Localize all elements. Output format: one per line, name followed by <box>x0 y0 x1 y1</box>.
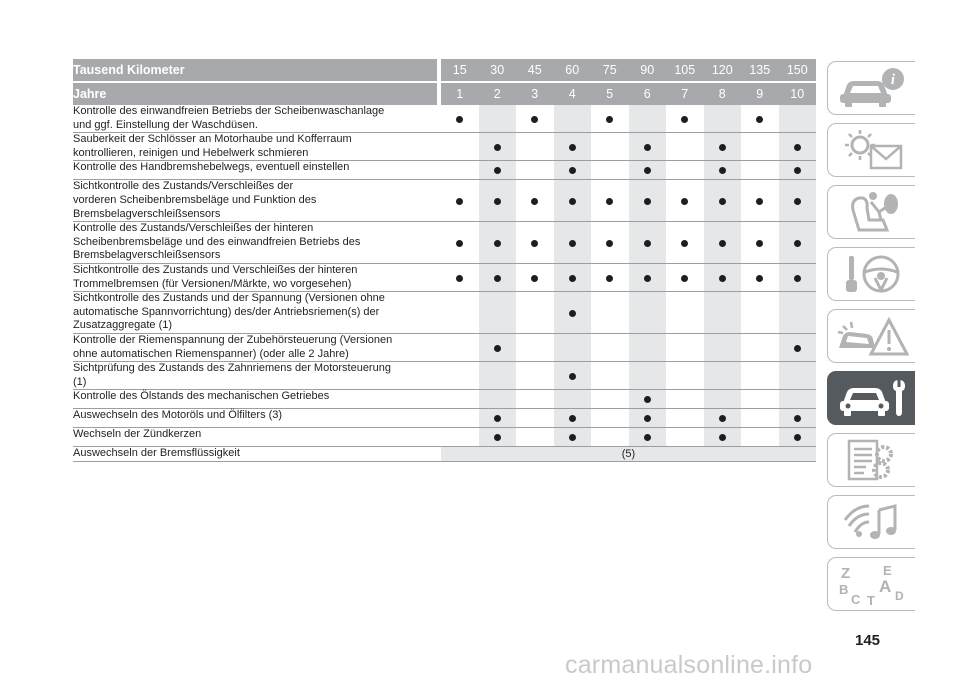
interval-cell <box>479 222 517 264</box>
interval-cell <box>554 105 592 133</box>
interval-cell <box>441 222 479 264</box>
interval-cell <box>741 333 779 361</box>
service-dot-icon <box>569 240 576 247</box>
interval-cell <box>741 390 779 409</box>
table-row <box>73 390 816 409</box>
interval-cell <box>629 292 667 334</box>
task-description-line: Sichtkontrolle des Zustands und Verschleißes der hinteren <box>73 263 358 276</box>
task-description-line: Kontrolle der Riemenspannung der Zubehörsteuerung (Versionen <box>73 333 393 346</box>
header-km-75: 75 <box>591 59 629 82</box>
task-description-line: vorderen Scheibenbremsbeläge und Funktion des <box>73 193 317 206</box>
interval-cell <box>704 263 742 291</box>
service-dot-icon <box>569 144 576 151</box>
interval-cell <box>666 292 704 334</box>
interval-cell <box>629 390 667 409</box>
interval-cell <box>741 222 779 264</box>
interval-cell <box>741 105 779 133</box>
interval-cell <box>516 333 554 361</box>
task-description-line: kontrollieren, reinigen und Hebelwerk schmieren <box>73 146 309 159</box>
task-description <box>73 409 437 428</box>
interval-cell <box>779 409 817 428</box>
service-dot-icon <box>794 275 801 282</box>
interval-cell <box>704 409 742 428</box>
interval-cell <box>666 263 704 291</box>
tab-index[interactable] <box>827 557 915 611</box>
header-km-105: 105 <box>666 59 704 82</box>
interval-cell <box>704 333 742 361</box>
service-dot-icon <box>569 434 576 441</box>
interval-cell <box>479 105 517 133</box>
interval-cell <box>441 161 479 180</box>
interval-cell <box>629 133 667 161</box>
interval-cell <box>666 180 704 222</box>
interval-cell <box>704 292 742 334</box>
service-dot-icon <box>531 116 538 123</box>
table-row <box>73 222 816 264</box>
interval-cell <box>591 222 629 264</box>
service-dot-icon <box>719 167 726 174</box>
service-dot-icon <box>681 116 688 123</box>
interval-cell <box>629 161 667 180</box>
task-description <box>73 105 437 133</box>
task-description <box>73 428 437 447</box>
header-year-1: 1 <box>441 82 479 105</box>
task-description-line: (1) <box>73 375 87 388</box>
interval-cell <box>591 263 629 291</box>
interval-cell <box>666 428 704 447</box>
maintenance-schedule-table <box>73 59 816 462</box>
interval-note: (5) <box>441 447 816 462</box>
interval-cell <box>441 105 479 133</box>
service-dot-icon <box>644 275 651 282</box>
tab-technical-data[interactable] <box>827 433 915 487</box>
interval-cell <box>441 292 479 334</box>
task-description <box>73 180 437 222</box>
interval-cell <box>779 362 817 390</box>
service-dot-icon <box>794 167 801 174</box>
car-wrench-icon <box>835 376 909 420</box>
warning-light-message-icon <box>835 128 909 172</box>
tab-car-info[interactable] <box>827 61 915 115</box>
service-dot-icon <box>569 310 576 317</box>
interval-cell <box>516 263 554 291</box>
task-description-line: Kontrolle des Zustands/Verschleißes der hinteren <box>73 222 314 235</box>
interval-cell <box>629 409 667 428</box>
header-year-6: 6 <box>629 82 667 105</box>
interval-cell <box>554 333 592 361</box>
header-km-30: 30 <box>479 59 517 82</box>
service-dot-icon <box>531 198 538 205</box>
task-description-line: Wechseln der Zündkerzen <box>73 428 202 441</box>
task-description-line: Bremsbelagverschleißsensors <box>73 207 221 220</box>
interval-cell <box>479 428 517 447</box>
interval-cell <box>779 428 817 447</box>
service-dot-icon <box>494 434 501 441</box>
interval-cell <box>554 263 592 291</box>
interval-cell <box>741 362 779 390</box>
page-number: 145 <box>855 632 881 649</box>
interval-cell <box>516 161 554 180</box>
header-year-3: 3 <box>516 82 554 105</box>
key-steering-wheel-icon <box>835 252 909 296</box>
interval-cell <box>591 409 629 428</box>
interval-cell <box>629 105 667 133</box>
interval-cell <box>554 133 592 161</box>
task-description-line: Sichtkontrolle des Zustands/Verschleißes der <box>73 180 294 193</box>
interval-cell <box>554 161 592 180</box>
header-year-10: 10 <box>779 82 817 105</box>
header-km-90: 90 <box>629 59 667 82</box>
table-row <box>73 428 816 447</box>
interval-cell <box>441 428 479 447</box>
task-description <box>73 390 437 409</box>
service-dot-icon <box>756 275 763 282</box>
header-km-120: 120 <box>704 59 742 82</box>
interval-cell <box>591 390 629 409</box>
table-row <box>73 161 816 180</box>
service-dot-icon <box>644 240 651 247</box>
interval-cell <box>779 180 817 222</box>
interval-cell <box>554 428 592 447</box>
interval-cell <box>704 222 742 264</box>
interval-cell <box>441 362 479 390</box>
interval-cell <box>554 222 592 264</box>
tab-safety[interactable] <box>827 185 915 239</box>
interval-cell <box>479 133 517 161</box>
interval-cell <box>479 362 517 390</box>
interval-cell <box>704 105 742 133</box>
interval-cell <box>666 333 704 361</box>
service-dot-icon <box>719 275 726 282</box>
interval-cell <box>479 409 517 428</box>
header-km-135: 135 <box>741 59 779 82</box>
interval-cell <box>704 362 742 390</box>
service-dot-icon <box>644 144 651 151</box>
index-letter: Z <box>840 565 850 582</box>
service-dot-icon <box>456 198 463 205</box>
service-dot-icon <box>494 240 501 247</box>
svg-text:i: i <box>890 72 895 88</box>
interval-cell <box>441 409 479 428</box>
service-dot-icon <box>681 240 688 247</box>
interval-cell <box>629 263 667 291</box>
task-description-line: Sichtprüfung des Zustands des Zahnriemens der Motorsteuerung <box>73 362 391 375</box>
task-description-line: Trommelbremsen (für Versionen/Märkte, wo vorgesehen) <box>73 277 352 290</box>
header-year-4: 4 <box>554 82 592 105</box>
header-year-5: 5 <box>591 82 629 105</box>
technical-data-gear-icon <box>835 438 909 482</box>
interval-cell <box>779 292 817 334</box>
service-dot-icon <box>794 415 801 422</box>
interval-cell <box>666 362 704 390</box>
service-dot-icon <box>644 396 651 403</box>
task-description-line: Kontrolle des Ölstands des mechanischen Getriebes <box>73 390 330 403</box>
table-row <box>73 362 816 390</box>
watermark: carmanualsonline.info <box>565 651 813 679</box>
alphabetical-index-icon <box>835 562 909 606</box>
header-row-years <box>73 82 816 105</box>
task-description <box>73 133 437 161</box>
service-dot-icon <box>644 434 651 441</box>
interval-cell <box>741 409 779 428</box>
interval-cell <box>741 428 779 447</box>
service-dot-icon <box>569 167 576 174</box>
service-dot-icon <box>606 275 613 282</box>
interval-cell <box>516 222 554 264</box>
tab-warning-lights[interactable] <box>827 123 915 177</box>
interval-cell <box>741 161 779 180</box>
table-row <box>73 447 816 462</box>
car-info-icon <box>835 66 909 110</box>
task-description <box>73 362 437 390</box>
interval-cell <box>479 180 517 222</box>
service-dot-icon <box>681 198 688 205</box>
service-dot-icon <box>719 198 726 205</box>
interval-cell <box>591 428 629 447</box>
header-km-15: 15 <box>441 59 479 82</box>
interval-cell <box>441 263 479 291</box>
service-dot-icon <box>531 275 538 282</box>
service-dot-icon <box>494 275 501 282</box>
service-dot-icon <box>494 415 501 422</box>
interval-cell <box>629 428 667 447</box>
tab-maintenance[interactable] <box>827 371 915 425</box>
interval-cell <box>779 133 817 161</box>
header-year-7: 7 <box>666 82 704 105</box>
interval-cell <box>516 292 554 334</box>
interval-cell <box>554 409 592 428</box>
table-row <box>73 133 816 161</box>
interval-cell <box>516 105 554 133</box>
header-km-60: 60 <box>554 59 592 82</box>
task-description-line: und ggf. Einstellung der Waschdüsen. <box>73 118 258 131</box>
header-km-150: 150 <box>779 59 817 82</box>
service-dot-icon <box>794 240 801 247</box>
service-dot-icon <box>569 198 576 205</box>
interval-cell <box>591 161 629 180</box>
service-dot-icon <box>794 345 801 352</box>
service-dot-icon <box>494 167 501 174</box>
task-description <box>73 292 437 334</box>
interval-cell <box>516 133 554 161</box>
interval-cell <box>591 180 629 222</box>
task-description-line: Bremsbelagverschleißsensors <box>73 249 221 262</box>
service-dot-icon <box>756 116 763 123</box>
task-description-line: Scheibenbremsbeläge und des einwandfreien Betriebs des <box>73 235 361 248</box>
interval-cell <box>629 180 667 222</box>
service-dot-icon <box>494 144 501 151</box>
task-description <box>73 333 437 361</box>
interval-cell <box>704 161 742 180</box>
task-description <box>73 447 437 462</box>
service-dot-icon <box>681 275 688 282</box>
interval-cell <box>479 263 517 291</box>
service-dot-icon <box>794 144 801 151</box>
interval-cell <box>779 333 817 361</box>
service-dot-icon <box>756 198 763 205</box>
interval-cell <box>779 161 817 180</box>
service-dot-icon <box>719 144 726 151</box>
interval-cell <box>591 333 629 361</box>
task-description <box>73 222 437 264</box>
interval-cell <box>704 180 742 222</box>
header-km-label: Tausend Kilometer <box>73 59 437 82</box>
index-letter: C <box>850 592 860 606</box>
table-row <box>73 333 816 361</box>
interval-cell <box>704 390 742 409</box>
index-letter: T <box>866 593 875 606</box>
interval-cell <box>554 362 592 390</box>
task-description-line: Auswechseln der Bremsflüssigkeit <box>73 447 240 460</box>
service-dot-icon <box>494 198 501 205</box>
chapter-tabs <box>827 61 915 619</box>
task-description <box>73 161 437 180</box>
interval-cell <box>554 390 592 409</box>
interval-cell <box>779 263 817 291</box>
interval-cell <box>741 263 779 291</box>
service-dot-icon <box>794 198 801 205</box>
header-year-2: 2 <box>479 82 517 105</box>
service-dot-icon <box>456 275 463 282</box>
tab-starting-driving[interactable] <box>827 247 915 301</box>
interval-cell <box>516 390 554 409</box>
service-dot-icon <box>644 167 651 174</box>
service-dot-icon <box>606 198 613 205</box>
interval-cell <box>591 105 629 133</box>
table-row <box>73 105 816 133</box>
interval-cell <box>704 133 742 161</box>
interval-cell <box>441 390 479 409</box>
task-description-line: Zusatzaggregate (1) <box>73 319 173 332</box>
multimedia-music-icon <box>835 500 909 544</box>
index-letter: B <box>838 582 848 597</box>
interval-cell <box>741 180 779 222</box>
service-dot-icon <box>644 415 651 422</box>
table-row <box>73 180 816 222</box>
interval-cell <box>591 362 629 390</box>
service-dot-icon <box>756 240 763 247</box>
interval-cell <box>591 292 629 334</box>
interval-cell <box>779 390 817 409</box>
interval-cell <box>704 428 742 447</box>
interval-cell <box>666 222 704 264</box>
header-row-kilometers <box>73 59 816 82</box>
interval-cell <box>554 180 592 222</box>
interval-cell <box>666 161 704 180</box>
table-row <box>73 409 816 428</box>
service-dot-icon <box>719 415 726 422</box>
interval-cell <box>516 362 554 390</box>
header-km-45: 45 <box>516 59 554 82</box>
service-dot-icon <box>531 240 538 247</box>
table-row <box>73 292 816 334</box>
interval-cell <box>441 333 479 361</box>
service-dot-icon <box>569 373 576 380</box>
header-year-9: 9 <box>741 82 779 105</box>
interval-cell <box>516 180 554 222</box>
service-dot-icon <box>719 434 726 441</box>
car-accident-warning-icon <box>835 314 909 358</box>
interval-cell <box>516 409 554 428</box>
index-letter: A <box>878 577 891 596</box>
service-dot-icon <box>569 415 576 422</box>
seat-airbag-icon <box>835 190 909 234</box>
index-letter: D <box>894 589 904 603</box>
header-year-8: 8 <box>704 82 742 105</box>
service-dot-icon <box>569 275 576 282</box>
interval-cell <box>516 428 554 447</box>
table-row <box>73 263 816 291</box>
tab-multimedia[interactable] <box>827 495 915 549</box>
task-description-line: Sichtkontrolle des Zustands und der Spannung (Versionen ohne <box>73 292 385 305</box>
interval-cell <box>479 390 517 409</box>
index-letter: E <box>882 563 892 578</box>
interval-cell <box>441 133 479 161</box>
task-description-line: Auswechseln des Motoröls und Ölfilters (3) <box>73 409 283 422</box>
interval-cell <box>479 333 517 361</box>
service-dot-icon <box>719 240 726 247</box>
interval-cell <box>629 222 667 264</box>
task-description-line: Kontrolle des einwandfreien Betriebs der Scheibenwaschanlage <box>73 105 385 117</box>
service-dot-icon <box>456 240 463 247</box>
interval-cell <box>666 133 704 161</box>
service-dot-icon <box>794 434 801 441</box>
task-description-line: ohne automatischen Riemenspanner) (oder alle 2 Jahre) <box>73 347 349 360</box>
interval-cell <box>479 292 517 334</box>
service-dot-icon <box>494 345 501 352</box>
interval-cell <box>554 292 592 334</box>
interval-cell <box>779 222 817 264</box>
interval-cell <box>741 133 779 161</box>
service-dot-icon <box>644 198 651 205</box>
interval-cell <box>666 105 704 133</box>
task-description <box>73 263 437 291</box>
header-years-label: Jahre <box>73 82 437 105</box>
interval-cell <box>629 362 667 390</box>
interval-cell <box>741 292 779 334</box>
interval-cell <box>666 409 704 428</box>
interval-cell <box>591 133 629 161</box>
interval-cell <box>666 390 704 409</box>
task-description-line: automatische Spannvorrichtung) des/der Antriebsriemen(s) der <box>73 305 380 318</box>
interval-cell <box>629 333 667 361</box>
service-dot-icon <box>606 116 613 123</box>
interval-cell <box>779 105 817 133</box>
interval-cell <box>441 180 479 222</box>
task-description-line: Sauberkeit der Schlösser an Motorhaube und Kofferraum <box>73 133 352 146</box>
tab-emergency[interactable] <box>827 309 915 363</box>
interval-cell <box>479 161 517 180</box>
service-dot-icon <box>456 116 463 123</box>
task-description-line: Kontrolle des Handbremshebelwegs, eventuell einstellen <box>73 161 350 174</box>
service-dot-icon <box>606 240 613 247</box>
